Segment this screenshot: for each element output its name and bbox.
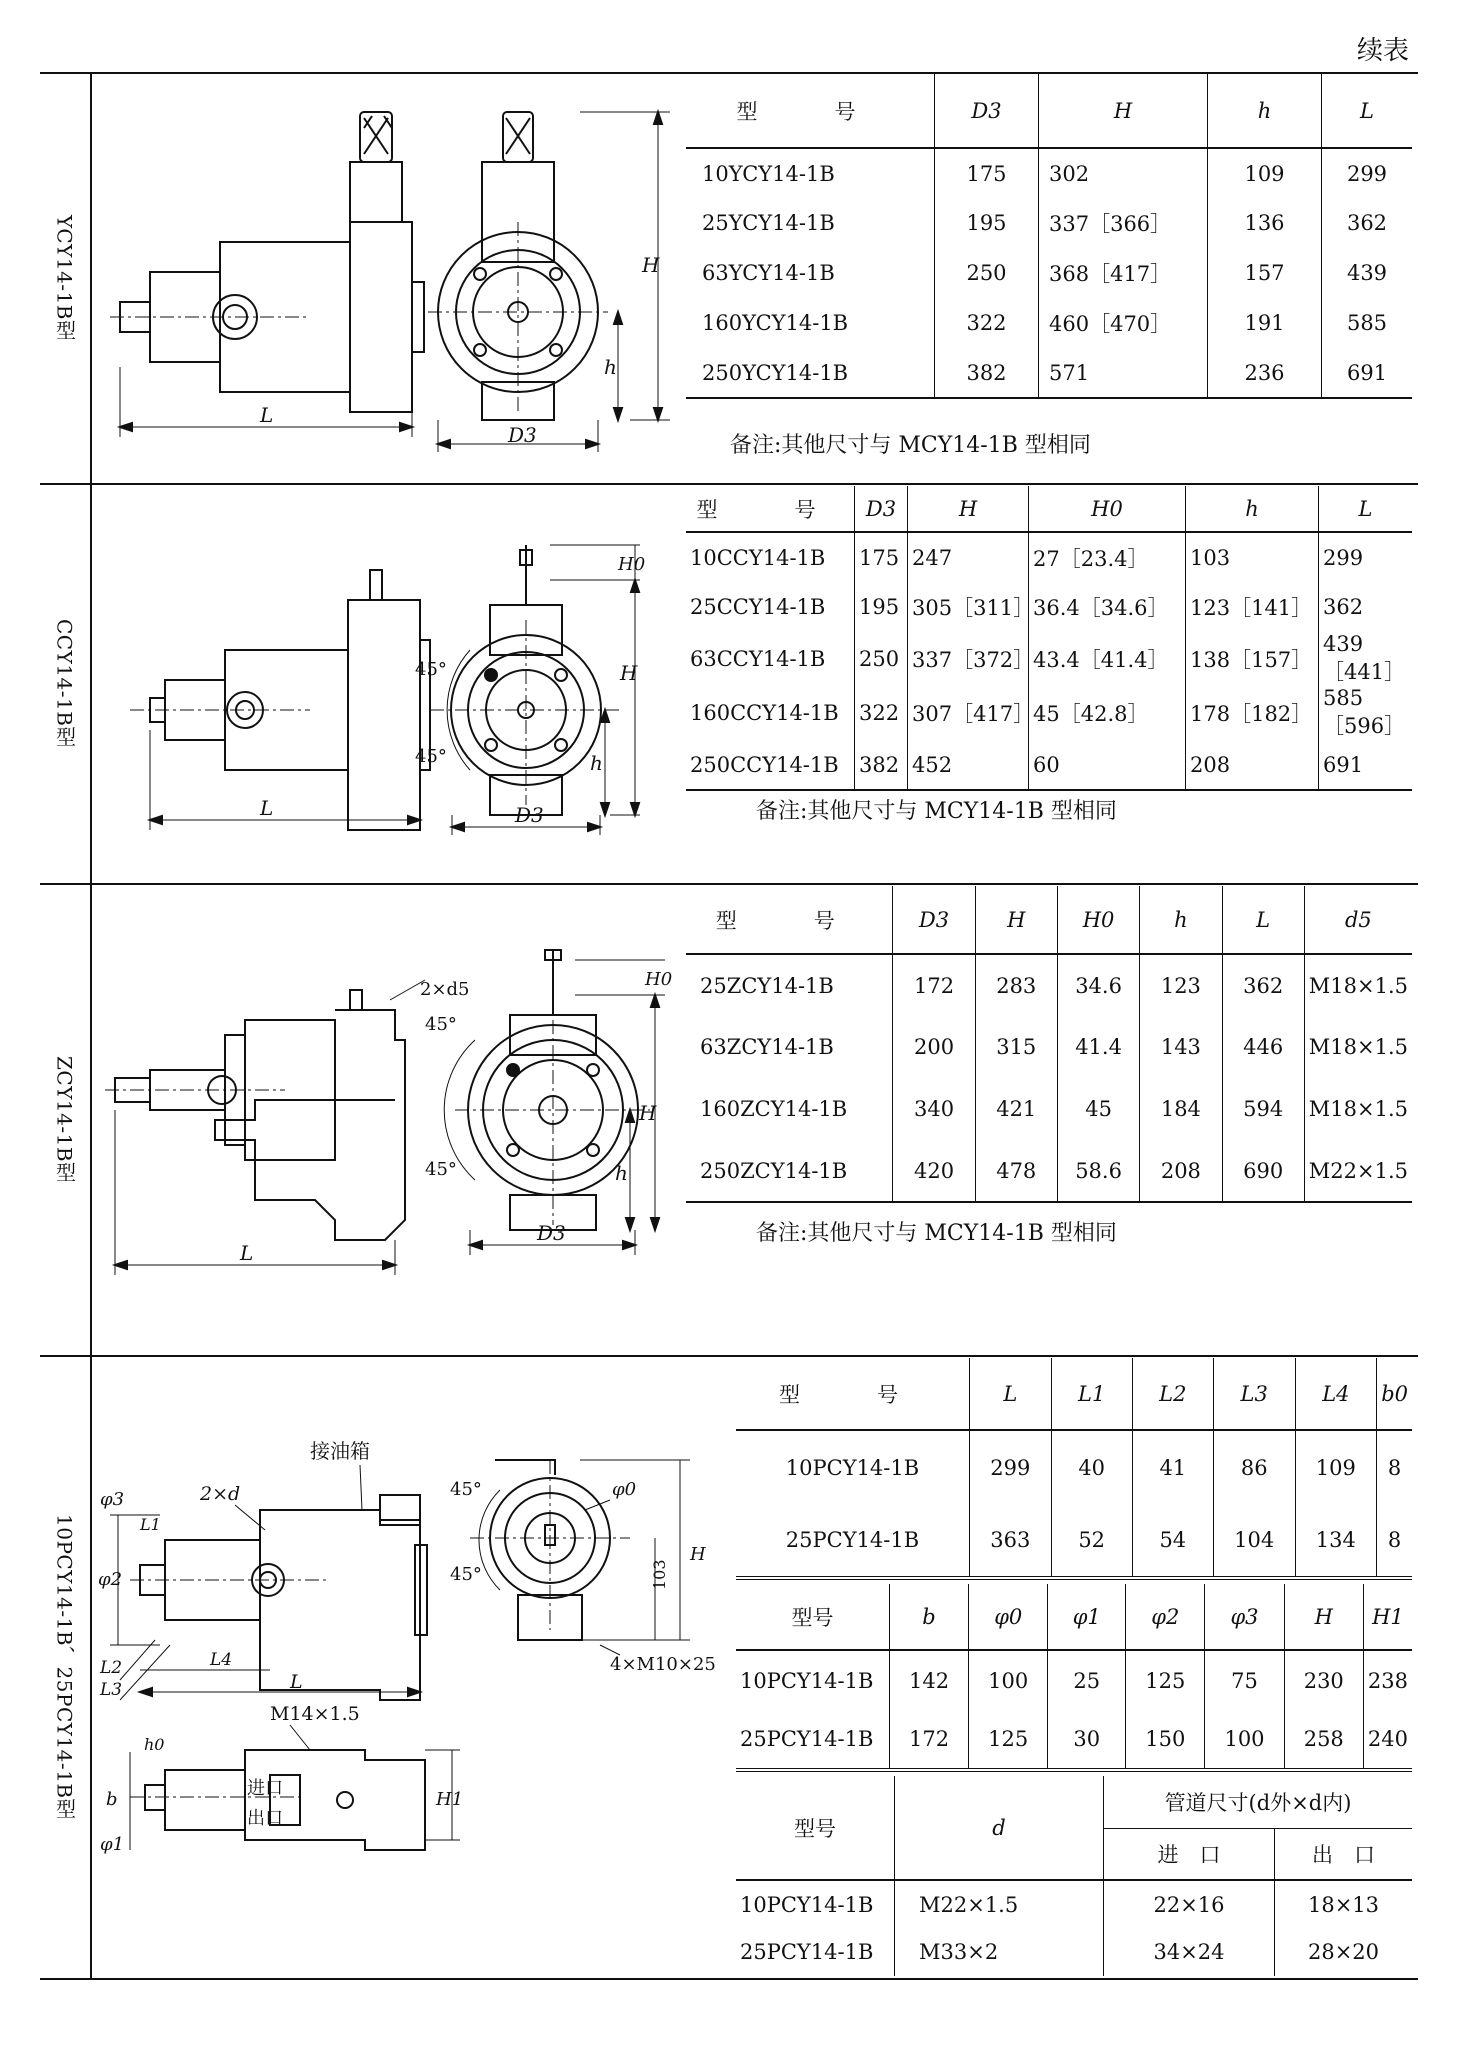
svg-text:进口: 进口 bbox=[247, 1778, 283, 1799]
pcy-table-1: 型 号 L L1 L2 L3 L4 b0 10PCY14-1B 299 40 41 86 109 8 25PCY14-1B 363 52 54 104 134 8 bbox=[736, 1358, 1412, 1580]
svg-text:φ3: φ3 bbox=[100, 1489, 125, 1510]
svg-text:接油箱: 接油箱 bbox=[310, 1439, 370, 1463]
table-row: 160CCY14-1B 322 307［417］ 45［42.8］ 178［182］ 585［596］ bbox=[686, 686, 1412, 740]
ycy-table: 型 号 D3 H h L 10YCY14-1B 175 302 109 299 25YCY14-1B 195 337［366］ 136 362 63YCY14-1B 250 368［417］ 157 439 160YCY14-1B 322 460［470］ 191 585 250YCY14-1B 382 571 236 691 bbox=[686, 74, 1412, 399]
svg-text:φ1: φ1 bbox=[100, 1834, 125, 1855]
pcy-table-2: 型号 b φ0 φ1 φ2 φ3 H H1 10PCY14-1B 142 100 25 125 75 230 238 25PCY14-1B 172 125 30 150 100 258 240 bbox=[736, 1584, 1412, 1772]
table-row: 63CCY14-1B 250 337［372］ 43.4［41.4］ 138［157］ 439［441］ bbox=[686, 632, 1412, 686]
svg-text:H: H bbox=[639, 1101, 657, 1125]
table-row: 10PCY14-1B 142 100 25 125 75 230 238 bbox=[736, 1650, 1412, 1710]
table-row: 63ZCY14-1B 200 315 41.4 143 446 M18×1.5 bbox=[686, 1016, 1412, 1078]
svg-text:45°: 45° bbox=[425, 1159, 457, 1180]
table-row: 25CCY14-1B 195 305［311］ 36.4［34.6］ 123［141］ 362 bbox=[686, 582, 1412, 632]
svg-text:D3: D3 bbox=[515, 803, 544, 827]
svg-text:L3: L3 bbox=[100, 1680, 123, 1700]
svg-text:b: b bbox=[106, 1789, 118, 1810]
svg-text:h: h bbox=[604, 355, 617, 379]
svg-text:103: 103 bbox=[650, 1559, 669, 1590]
header-model: 型 号 bbox=[686, 74, 935, 148]
table-row: 160YCY14-1B 322 460［470］ 191 585 bbox=[686, 298, 1412, 348]
section-label-zcy: ZCY14-1B型 bbox=[52, 1055, 77, 1183]
svg-text:D3: D3 bbox=[537, 1221, 566, 1245]
table-row: 250YCY14-1B 382 571 236 691 bbox=[686, 348, 1412, 398]
ccy-drawing bbox=[130, 530, 670, 880]
svg-text:L4: L4 bbox=[210, 1650, 233, 1670]
svg-text:2×d5: 2×d5 bbox=[420, 979, 470, 1000]
svg-text:45°: 45° bbox=[450, 1564, 482, 1585]
svg-text:L: L bbox=[240, 1241, 254, 1265]
continued-label: 续表 bbox=[1356, 36, 1409, 66]
zcy-table: 型 号 D3 H H0 h L d5 25ZCY14-1B 172 283 34.6 123 362 M18×1.5 63ZCY14-1B 200 315 41.4 143 446 M18×1.5 160ZCY14-1B 340 421 45 184 594 M18×1.5 250ZCY14-1B 420 478 58.6 208 690 M22×1.5 bbox=[686, 886, 1412, 1203]
svg-text:h: h bbox=[615, 1161, 628, 1185]
svg-text:D3: D3 bbox=[508, 423, 537, 447]
table-row: 250ZCY14-1B 420 478 58.6 208 690 M22×1.5 bbox=[686, 1140, 1412, 1202]
table-row: 25YCY14-1B 195 337［366］ 136 362 bbox=[686, 198, 1412, 248]
svg-text:45°: 45° bbox=[450, 1479, 482, 1500]
svg-text:H0: H0 bbox=[645, 969, 673, 990]
table-row: 250CCY14-1B 382 452 60 208 691 bbox=[686, 740, 1412, 790]
svg-text:φ2: φ2 bbox=[98, 1569, 123, 1590]
ycy-drawing bbox=[110, 82, 680, 477]
svg-text:H0: H0 bbox=[618, 554, 646, 575]
ccy-note: 备注:其他尺寸与 MCY14-1B 型相同 bbox=[756, 799, 1117, 824]
table-row: 25PCY14-1B 363 52 54 104 134 8 bbox=[736, 1504, 1412, 1578]
ccy-table: 型 号 D3 H H0 h L 10CCY14-1B 175 247 27［23.4］ 103 299 25CCY14-1B 195 305［311］ 36.4［34.6］ 123［141］ 362 63CCY14-1B 250 337［372］ 43.4［41.4］ 138［157］ 439［441］ 160CCY14-1B 322 307［417］ 45［42.8］ 178［182］ 585［596］ 250CCY14-1B 382 452 60 208 691 bbox=[686, 486, 1412, 791]
svg-text:h0: h0 bbox=[144, 1735, 165, 1754]
svg-text:L2: L2 bbox=[100, 1658, 123, 1678]
svg-text:H: H bbox=[642, 253, 660, 277]
table-row: 10PCY14-1B M22×1.5 22×16 18×13 bbox=[736, 1880, 1412, 1928]
section-label-pcy: 10PCY14-1B、25PCY14-1B型 bbox=[52, 1513, 77, 1820]
table-row: 160ZCY14-1B 340 421 45 184 594 M18×1.5 bbox=[686, 1078, 1412, 1140]
table-row: 10CCY14-1B 175 247 27［23.4］ 103 299 bbox=[686, 532, 1412, 582]
pcy-drawing bbox=[100, 1430, 730, 1970]
pcy-table-3: 型号 d 管道尺寸(d外×d内) 进 口 出 口 10PCY14-1B M22×1.5 22×16 18×13 25PCY14-1B M33×2 34×24 28×20 bbox=[736, 1776, 1412, 1976]
section-label-ccy: CCY14-1B型 bbox=[52, 619, 77, 747]
table-row: 25PCY14-1B 172 125 30 150 100 258 240 bbox=[736, 1710, 1412, 1770]
table-row: 63YCY14-1B 250 368［417］ 157 439 bbox=[686, 248, 1412, 298]
svg-text:2×d: 2×d bbox=[200, 1483, 241, 1505]
svg-text:L: L bbox=[260, 796, 274, 820]
svg-text:出口: 出口 bbox=[247, 1808, 283, 1829]
table-row: 10PCY14-1B 299 40 41 86 109 8 bbox=[736, 1430, 1412, 1504]
svg-text:h: h bbox=[590, 751, 603, 775]
table-row: 25PCY14-1B M33×2 34×24 28×20 bbox=[736, 1928, 1412, 1976]
svg-text:L: L bbox=[260, 403, 274, 427]
svg-text:4×M10×25: 4×M10×25 bbox=[610, 1654, 716, 1675]
svg-text:L1: L1 bbox=[140, 1515, 161, 1534]
svg-text:H: H bbox=[690, 1544, 706, 1565]
svg-text:φ0: φ0 bbox=[612, 1479, 637, 1500]
zcy-drawing bbox=[105, 940, 673, 1340]
table-row: 10YCY14-1B 175 302 109 299 bbox=[686, 148, 1412, 198]
svg-text:H: H bbox=[620, 661, 638, 685]
svg-text:45°: 45° bbox=[415, 746, 447, 767]
table-row: 25ZCY14-1B 172 283 34.6 123 362 M18×1.5 bbox=[686, 954, 1412, 1016]
svg-text:L: L bbox=[290, 1671, 303, 1693]
svg-text:H1: H1 bbox=[436, 1789, 464, 1810]
zcy-note: 备注:其他尺寸与 MCY14-1B 型相同 bbox=[756, 1221, 1117, 1246]
section-label-ycy: YCY14-1B型 bbox=[52, 214, 77, 341]
svg-text:45°: 45° bbox=[415, 659, 447, 680]
svg-text:M14×1.5: M14×1.5 bbox=[270, 1703, 360, 1725]
svg-text:45°: 45° bbox=[425, 1014, 457, 1035]
ycy-note: 备注:其他尺寸与 MCY14-1B 型相同 bbox=[730, 433, 1091, 458]
